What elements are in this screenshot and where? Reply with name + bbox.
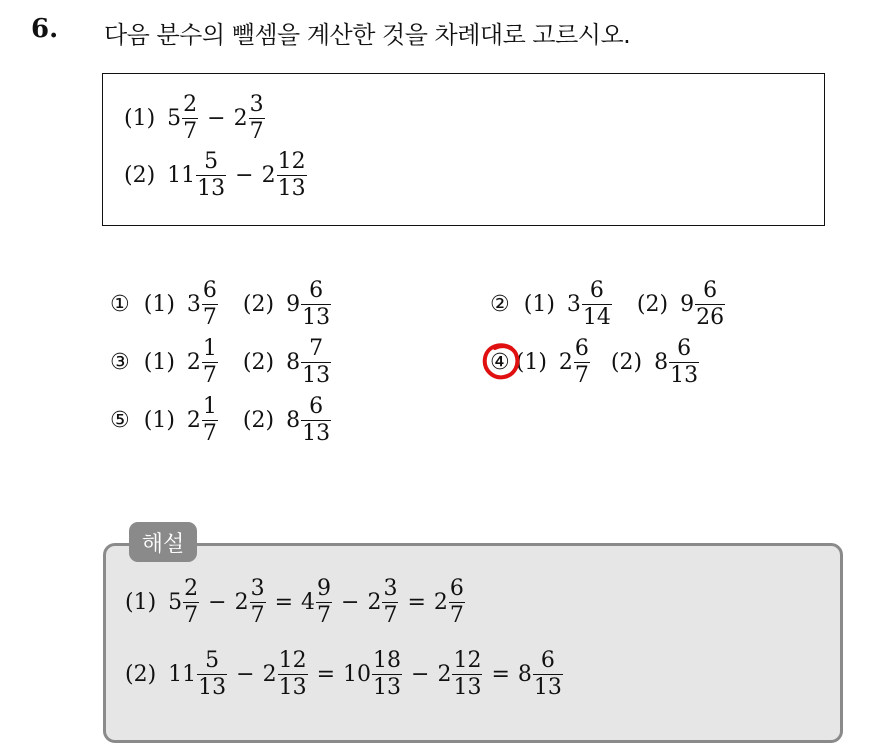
numerator: 9	[317, 576, 332, 601]
numerator: 6	[449, 576, 464, 601]
whole-number: 2	[233, 106, 248, 131]
numerator: 3	[250, 576, 265, 601]
denominator: 7	[202, 363, 217, 388]
option-1[interactable]	[110, 280, 332, 329]
whole-number: 2	[262, 662, 277, 687]
denominator: 13	[198, 675, 227, 700]
numerator: 6	[540, 648, 555, 673]
equals-sign: =	[316, 662, 336, 687]
fraction	[301, 338, 331, 387]
whole-number: 2	[367, 590, 382, 615]
problem-1	[124, 94, 266, 143]
question-text: 다음 분수의 뺄셈을 계산한 것을 차례대로 고르시오.	[104, 21, 631, 49]
minus-sign: −	[341, 590, 360, 615]
minus-sign: −	[235, 163, 254, 188]
option-mark: ⑤	[110, 408, 130, 433]
fraction	[202, 396, 218, 445]
whole-number: 8	[286, 408, 301, 433]
fraction	[301, 396, 331, 445]
denominator: 26	[696, 305, 725, 330]
denominator: 7	[317, 603, 332, 628]
question-number: 6.	[31, 14, 59, 44]
option-3[interactable]	[110, 338, 332, 387]
fraction	[249, 94, 265, 143]
fraction	[277, 151, 307, 200]
denominator: 7	[202, 421, 217, 446]
whole-number: 3	[566, 292, 581, 317]
whole-number: 9	[286, 292, 301, 317]
fraction	[695, 280, 725, 329]
numerator: 18	[373, 648, 402, 673]
numerator: 2	[183, 92, 198, 117]
whole-number: 9	[680, 292, 695, 317]
minus-sign: −	[208, 590, 227, 615]
minus-sign: −	[411, 662, 430, 687]
option-mark: ④	[490, 350, 510, 375]
numerator: 6	[574, 336, 589, 361]
whole-number: 11	[168, 662, 197, 687]
numerator: 12	[453, 648, 482, 673]
numerator: 1	[202, 336, 217, 361]
denominator: 13	[278, 675, 307, 700]
whole-number: 11	[167, 163, 196, 188]
whole-number: 8	[517, 662, 532, 687]
numerator: 6	[202, 278, 217, 303]
denominator: 13	[197, 176, 226, 201]
numerator: 6	[309, 394, 324, 419]
sub-label: (2)	[242, 408, 275, 433]
sub-label: (1)	[143, 408, 175, 433]
denominator: 7	[574, 363, 589, 388]
solution-label: 해설	[129, 522, 197, 562]
denominator: 7	[250, 603, 265, 628]
numerator: 3	[249, 92, 264, 117]
minus-sign: −	[207, 106, 226, 131]
fraction	[452, 650, 482, 699]
numerator: 6	[677, 336, 692, 361]
fraction	[197, 650, 227, 699]
whole-number: 3	[186, 292, 201, 317]
solution-box	[103, 543, 843, 743]
sub-label: (2)	[125, 662, 157, 687]
problem-1-label: (1)	[124, 106, 156, 131]
fraction	[196, 151, 226, 200]
fraction	[183, 578, 199, 627]
sub-label: (1)	[143, 350, 175, 375]
denominator: 7	[184, 603, 199, 628]
whole-number: 5	[168, 590, 183, 615]
numerator: 6	[703, 278, 718, 303]
denominator: 13	[373, 675, 402, 700]
sub-label: (1)	[125, 590, 157, 615]
numerator: 7	[309, 336, 324, 361]
option-2[interactable]	[490, 280, 726, 329]
numerator: 5	[204, 149, 219, 174]
sub-label: (2)	[242, 350, 275, 375]
minus-sign: −	[236, 662, 255, 687]
fraction	[372, 650, 402, 699]
solution-line-2	[125, 650, 564, 699]
whole-number: 2	[558, 350, 573, 375]
fraction	[574, 338, 590, 387]
option-5[interactable]	[110, 396, 332, 445]
option-4[interactable]	[490, 338, 700, 387]
numerator: 6	[589, 278, 604, 303]
fraction	[449, 578, 465, 627]
fraction	[382, 578, 398, 627]
denominator: 7	[449, 603, 464, 628]
option-mark: ②	[490, 292, 510, 317]
whole-number: 2	[261, 163, 276, 188]
whole-number: 2	[437, 662, 452, 687]
denominator: 7	[183, 119, 198, 144]
denominator: 14	[582, 305, 611, 330]
numerator: 2	[184, 576, 199, 601]
option-mark: ①	[110, 292, 130, 317]
whole-number: 2	[186, 350, 201, 375]
numerator: 12	[278, 648, 307, 673]
equals-sign: =	[407, 590, 426, 615]
sub-label: (1)	[515, 350, 547, 375]
numerator: 6	[309, 278, 324, 303]
problem-2-label: (2)	[124, 163, 156, 188]
whole-number: 2	[186, 408, 201, 433]
denominator: 13	[453, 675, 482, 700]
whole-number: 2	[433, 590, 448, 615]
problem-2	[124, 151, 308, 200]
whole-number: 5	[167, 106, 182, 131]
fraction	[316, 578, 332, 627]
denominator: 13	[670, 363, 699, 388]
fraction	[250, 578, 266, 627]
denominator: 13	[277, 176, 306, 201]
solution-line-1	[125, 578, 466, 627]
numerator: 3	[383, 576, 398, 601]
whole-number: 8	[654, 350, 669, 375]
fraction	[202, 338, 218, 387]
fraction	[278, 650, 308, 699]
fraction	[202, 280, 218, 329]
whole-number: 10	[343, 662, 372, 687]
denominator: 7	[383, 603, 398, 628]
sub-label: (2)	[636, 292, 669, 317]
numerator: 12	[277, 149, 306, 174]
denominator: 13	[302, 305, 331, 330]
denominator: 13	[533, 675, 562, 700]
option-mark: ③	[110, 350, 130, 375]
denominator: 13	[302, 421, 331, 446]
equals-sign: =	[274, 590, 294, 615]
whole-number: 2	[234, 590, 249, 615]
numerator: 1	[202, 394, 217, 419]
sub-label: (2)	[242, 292, 275, 317]
numerator: 5	[205, 648, 220, 673]
denominator: 7	[249, 119, 264, 144]
fraction	[582, 280, 612, 329]
sub-label: (2)	[610, 350, 643, 375]
sub-label: (1)	[523, 292, 555, 317]
whole-number: 4	[301, 590, 316, 615]
sub-label: (1)	[143, 292, 175, 317]
fraction	[669, 338, 699, 387]
whole-number: 8	[286, 350, 301, 375]
fraction	[182, 94, 198, 143]
denominator: 7	[202, 305, 217, 330]
fraction	[533, 650, 563, 699]
equals-sign: =	[491, 662, 510, 687]
fraction	[301, 280, 331, 329]
denominator: 13	[302, 363, 331, 388]
